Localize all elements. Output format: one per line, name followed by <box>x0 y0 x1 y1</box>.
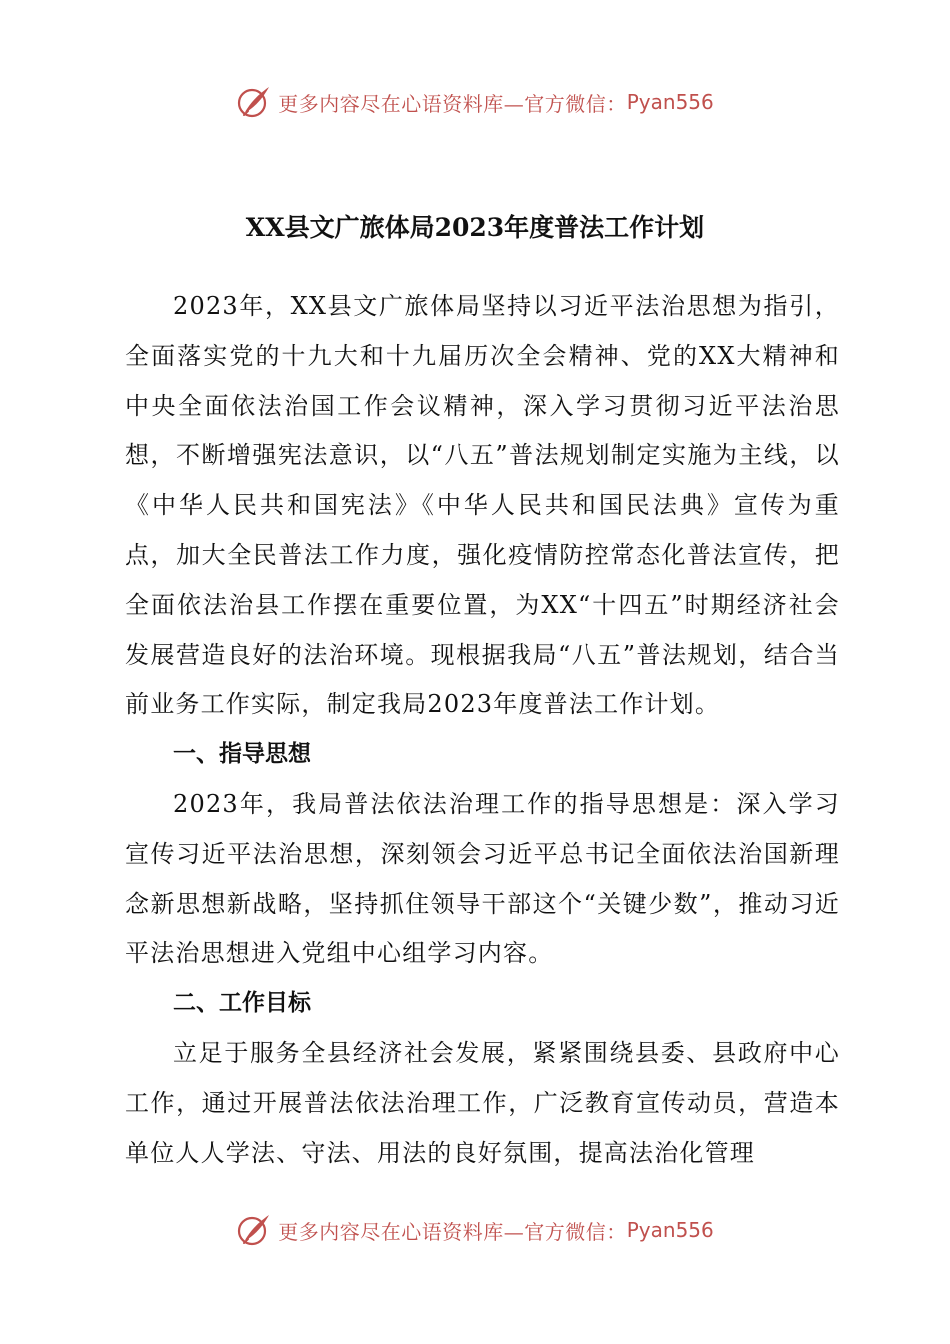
section-body-guiding-thought: 2023年，我局普法依法治理工作的指导思想是：深入学习宣传习近平法治思想，深刻领会习近平总书记全面依法治国新理念新思想新战略，坚持抓住领导干部这个“关键少数”，推动习近平法治思想进入党组中心组学习内容。 <box>125 789 840 968</box>
watermark-text: 更多内容尽在心语资料库—官方微信： <box>278 91 627 116</box>
footer-watermark <box>0 1210 950 1250</box>
watermark-wechat-id: Pyan556 <box>626 90 714 114</box>
section-body-work-goals: 立足于服务全县经济社会发展，紧紧围绕县委、县政府中心工作，通过开展普法依法治理工作，广泛教育宣传动员，营造本单位人人学法、守法、用法的良好氛围，提高法治化管理 <box>125 1038 840 1167</box>
header-watermark <box>0 82 950 122</box>
intro-paragraph: 2023年，XX县文广旅体局坚持以习近平法治思想为指引，全面落实党的十九大和十九届历次全会精神、党的XX大精神和中央全面依法治国工作会议精神，深入学习贯彻习近平法治思想，不断增强宪法意识，以“八五”普法规划制定实施为主线，以《中华人民共和国宪法》《中华人民共和国民法典》宣传为重点，加大全民普法工作力度，强化疫情防控常态化普法宣传，把全面依法治县工作摆在重要位置，为XX“十四五”时期经济社会发展营造良好的法治环境。现根据我局“八五”普法规划，结合当前业务工作实际，制定我局2023年度普法工作计划。 <box>125 292 840 719</box>
document-title: XX县文广旅体局2023年度普法工作计划 <box>245 213 705 242</box>
quill-pen-icon <box>236 1212 272 1248</box>
section-heading-work-goals: 二、工作目标 <box>173 990 311 1017</box>
section-heading-guiding-thought: 一、指导思想 <box>173 741 311 768</box>
document-body <box>125 282 840 1178</box>
watermark-text: 更多内容尽在心语资料库—官方微信： <box>278 1219 627 1244</box>
quill-pen-icon <box>236 84 272 120</box>
watermark-wechat-id: Pyan556 <box>626 1218 714 1242</box>
